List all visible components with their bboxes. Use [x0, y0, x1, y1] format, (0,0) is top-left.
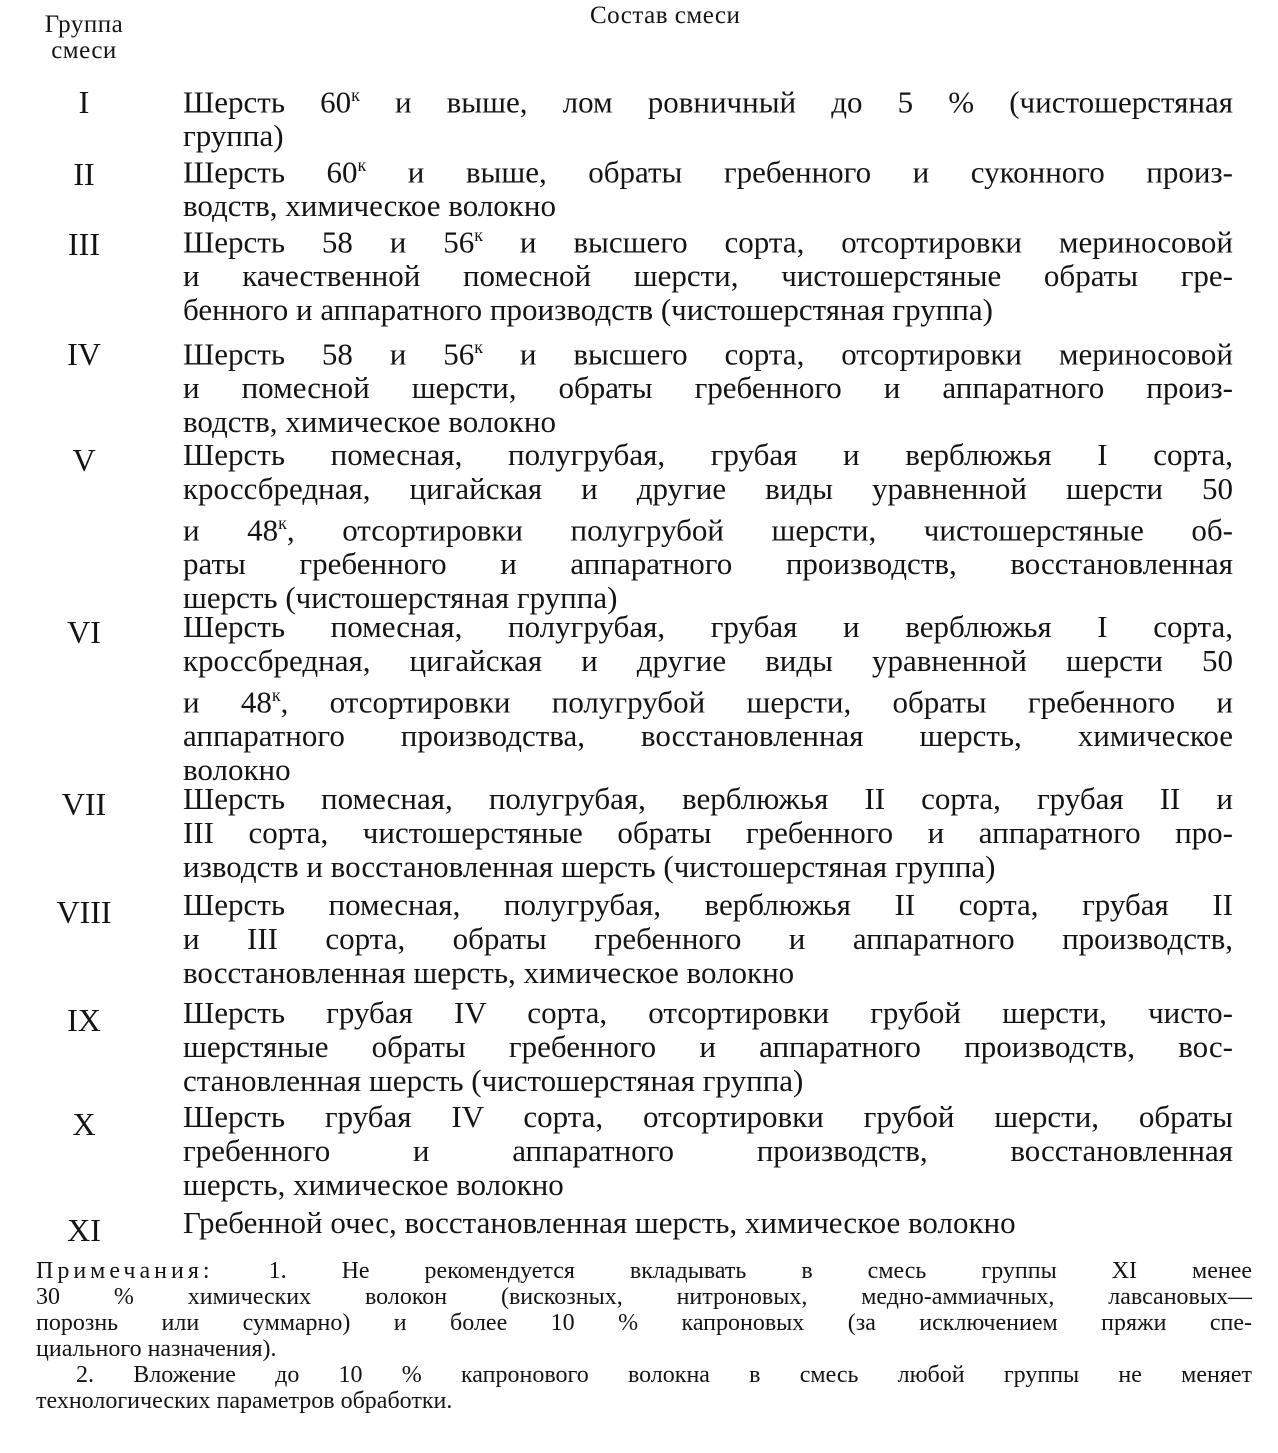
superscript-k: к [474, 337, 483, 357]
group-number: X [72, 1106, 96, 1142]
group-composition [183, 1100, 1233, 1202]
composition-line: гребенного и аппаратного производств, восстановленная [183, 1133, 1233, 1168]
superscript-k: к [271, 685, 281, 705]
group-composition [183, 1206, 1233, 1240]
group-composition [183, 438, 1233, 615]
composition-line: Шерсть помесная, полугрубая, грубая и верблюжья I сорта, [183, 437, 1233, 472]
composition-line: раты гребенного и аппаратного производств, восстановленная [183, 546, 1233, 582]
note-1-line-3: порознь или суммарно) и более 10 % капроновых (за исключением пряжи спе- [36, 1310, 1252, 1336]
composition-line: водств, химическое волокно [183, 404, 556, 440]
composition-line: шерстяные обраты гребенного и аппаратного производств, вос- [183, 1029, 1233, 1064]
notes-section [36, 1258, 1252, 1414]
group-column-header [14, 12, 154, 64]
group-column-header-line1: Группа [44, 11, 124, 38]
composition-line: волокно [183, 752, 291, 788]
group-composition [183, 78, 1233, 153]
composition-line: и помесной шерсти, обраты гребенного и аппаратного произ- [183, 370, 1233, 406]
group-number: II [73, 156, 95, 192]
notes-label: Примечания: [36, 1258, 214, 1284]
note-2-line-1: 2. Вложение до 10 % капронового волокна в смесь любой группы не меняет [76, 1362, 1252, 1388]
composition-line: Гребенной очес, восстановленная шерсть, химическое волокно [183, 1205, 1016, 1240]
composition-line: III сорта, чистошерстяные обраты гребенного и аппаратного про- [183, 815, 1233, 850]
note-1-line-4: циального назначения). [36, 1336, 277, 1362]
group-composition [183, 330, 1233, 439]
note-1-text: 1. Не рекомендуется вкладывать в смесь группы XI менее [268, 1258, 1253, 1284]
note-1-line-2: 30 % химических волокон (вискозных, нитроновых, медно-аммиачных, лавсановых— [36, 1284, 1252, 1310]
group-composition [183, 148, 1233, 223]
superscript-k: к [357, 155, 367, 175]
composition-line: изводств и восстановленная шерсть (чистошерстяная группа) [183, 849, 996, 884]
group-number: III [68, 226, 100, 262]
composition-line: кроссбредная, цигайская и другие виды уравненной шерсти 50 [183, 643, 1233, 678]
group-number: VII [61, 786, 107, 822]
composition-line: кроссбредная, цигайская и другие виды уравненной шерсти 50 [183, 471, 1233, 506]
group-composition [183, 218, 1233, 327]
group-number: I [78, 84, 90, 120]
group-number: V [72, 442, 96, 478]
composition-column-header: Состав смеси [590, 2, 741, 29]
group-column-header-line2: смеси [51, 37, 117, 64]
group-number: XI [67, 1212, 101, 1248]
composition-line: восстановленная шерсть, химическое волокно [183, 955, 795, 990]
superscript-k: к [278, 513, 287, 533]
group-number: IV [67, 336, 101, 372]
composition-line: Шерсть помесная, полугрубая, верблюжья II сорта, грубая II [183, 887, 1233, 922]
composition-line: Шерсть $60^к$ и выше, лом ровничный до 5 % (чистошерстяная [183, 84, 1233, 120]
composition-line: становленная шерсть (чистошерстяная группа) [183, 1063, 804, 1098]
group-number: IX [67, 1002, 101, 1038]
composition-line: Шерсть помесная, полугрубая, грубая и верблюжья I сорта, [183, 609, 1233, 644]
superscript-k: к [351, 85, 360, 105]
superscript-k: к [474, 225, 483, 245]
composition-line: Шерсть $60^к$ и выше, обраты гребенного и суконного произ- [183, 154, 1234, 190]
composition-line: водств, химическое волокно [183, 188, 556, 224]
composition-line: шерсть, химическое волокно [183, 1167, 564, 1202]
composition-line: и III сорта, обраты гребенного и аппаратного производств, [183, 921, 1233, 956]
composition-line: бенного и аппаратного производств (чистошерстяная группа) [183, 292, 993, 328]
composition-line: и $48^к$, отсортировки полугрубой шерсти, чистошерстяные об- [183, 512, 1233, 548]
composition-line: аппаратного производства, восстановленная шерсть, химическое [183, 718, 1233, 754]
composition-line: Шерсть грубая IV сорта, отсортировки грубой шерсти, обраты [183, 1099, 1233, 1134]
composition-line: шерсть (чистошерстяная группа) [183, 580, 618, 616]
note-1-line-1 [36, 1258, 1252, 1284]
group-composition [183, 888, 1233, 990]
group-composition [183, 996, 1233, 1098]
group-number: VI [67, 614, 101, 650]
note-2-line-2: технологических параметров обработки. [36, 1388, 453, 1414]
group-number: VIII [56, 894, 112, 930]
group-composition [183, 782, 1233, 884]
composition-line: Шерсть помесная, полугрубая, верблюжья II сорта, грубая II и [183, 781, 1233, 816]
composition-line: Шерсть 58 и $56^к$ и высшего сорта, отсортировки мериносовой [183, 336, 1233, 372]
composition-line: группа) [183, 118, 284, 154]
composition-line: Шерсть грубая IV сорта, отсортировки грубой шерсти, чисто- [183, 995, 1233, 1030]
composition-line: и качественной помесной шерсти, чистошерстяные обраты гре- [183, 258, 1233, 294]
composition-line: Шерсть 58 и $56^к$ и высшего сорта, отсортировки мериносовой [183, 224, 1233, 260]
composition-line: и $48^к$, отсортировки полугрубой шерсти, обраты гребенного и [183, 684, 1233, 720]
group-composition [183, 610, 1233, 787]
